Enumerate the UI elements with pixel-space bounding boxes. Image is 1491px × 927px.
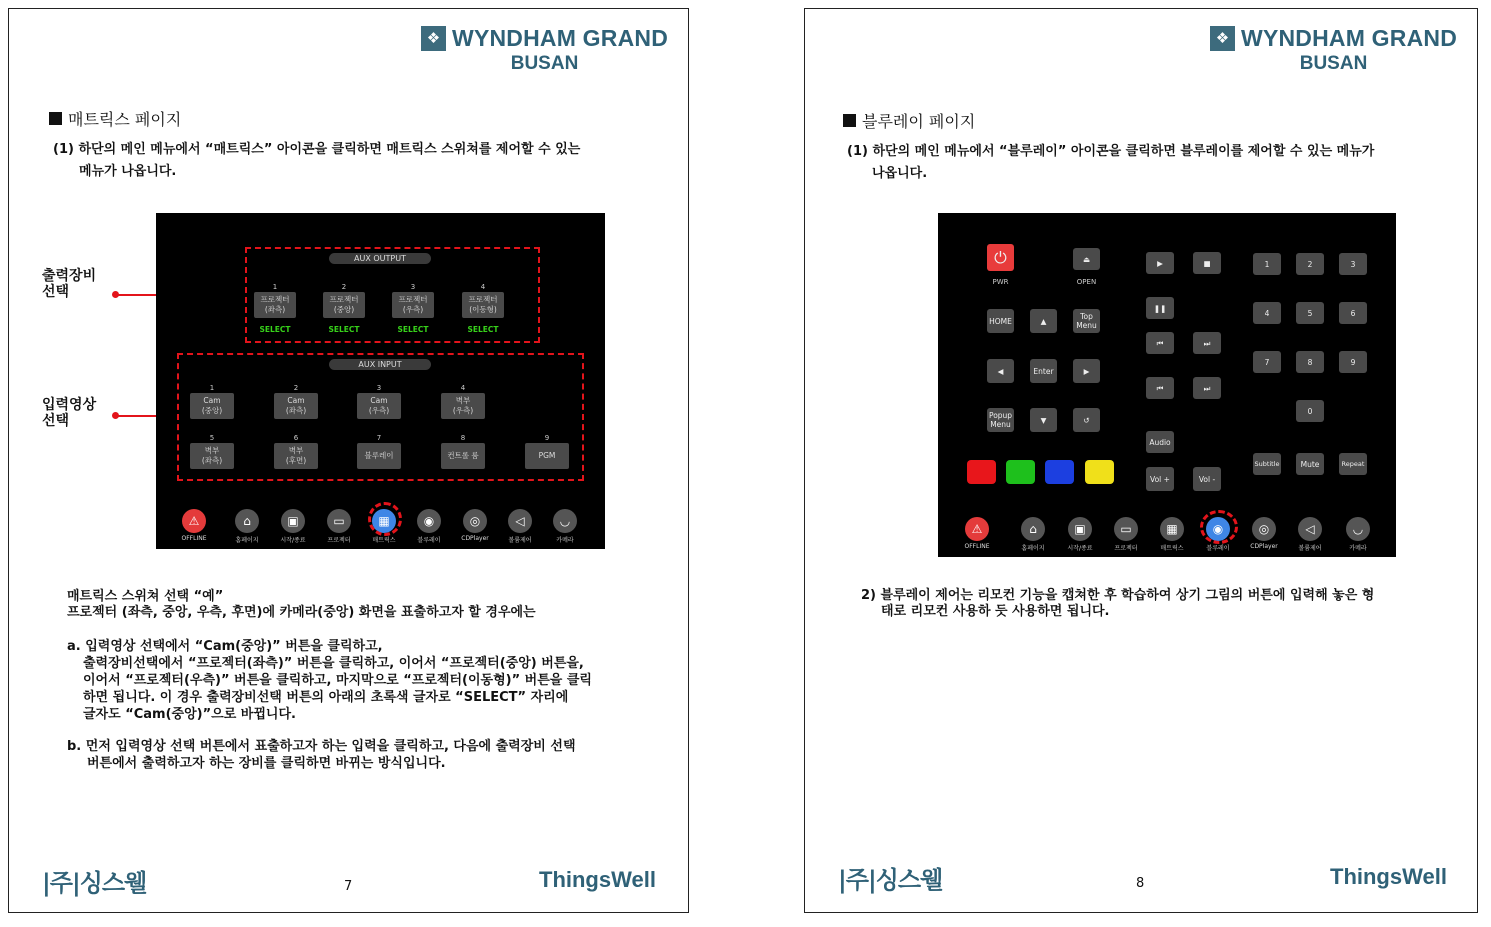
digit-8-button[interactable]: 8 (1296, 351, 1324, 373)
play-icon: ▶ (1157, 258, 1163, 268)
output-status: SELECT (397, 325, 429, 334)
step-a-line: 출력장비선택에서 “프로젝터(좌측)” 버튼을 클릭하고, 이어서 “프로젝터(중앙) 버튼을, (83, 656, 584, 671)
nav-projector[interactable]: ▭ 프로젝터 (1108, 517, 1144, 552)
nav-volume[interactable]: ◁ 볼륨제어 (502, 509, 538, 544)
enter-button[interactable]: Enter (1030, 359, 1057, 383)
input-num: 6 (293, 434, 299, 442)
bluray-icon: ◉ (417, 509, 441, 533)
section-heading (843, 109, 975, 132)
clapper-icon: ▣ (281, 509, 305, 533)
footer-brand: ThingsWell (539, 867, 656, 892)
open-caption: OPEN (1076, 278, 1097, 286)
nav-projector[interactable]: ▭ 프로젝터 (321, 509, 357, 544)
brand-header (421, 25, 668, 75)
stop-button[interactable] (1193, 252, 1221, 274)
pwr-caption: PWR (992, 278, 1009, 286)
nav-offline[interactable]: ⚠ OFFLINE (176, 509, 212, 542)
digit-4-button[interactable]: 4 (1253, 302, 1281, 324)
nav-camera[interactable]: ◡ 카메라 (547, 509, 583, 544)
input-num: 9 (544, 434, 550, 442)
input-num: 3 (376, 384, 382, 392)
step-a-line: 하면 됩니다. 이 경우 출력장비선택 버튼의 아래의 초록색 글자로 “SELECT” 자리에 (83, 690, 569, 705)
digit-6-button[interactable]: 6 (1339, 302, 1367, 324)
step-a-line: a. 입력영상 선택에서 “Cam(중앙)” 버튼을 클릭하고, (67, 639, 383, 654)
matrix-highlight-ring (368, 502, 402, 536)
input-button-5[interactable]: 벽부 (좌측) (190, 443, 234, 469)
matrix-screen (156, 213, 605, 549)
skip-back-icon: ⏮ (1156, 338, 1164, 348)
footer-brand: ThingsWell (1330, 864, 1447, 889)
digit-0-button[interactable]: 0 (1296, 400, 1324, 422)
repeat-button[interactable]: Repeat (1339, 453, 1367, 475)
output-button-1[interactable]: 프로젝터 (좌측) (254, 292, 296, 318)
footer-company: |주|싱스웰 (838, 866, 943, 894)
brand-sub: BUSAN (1299, 53, 1368, 74)
camera-icon: ◡ (553, 509, 577, 533)
nav-matrix[interactable]: ▦ 매트릭스 (1154, 517, 1190, 552)
cd-icon: ◎ (463, 509, 487, 533)
bluray-highlight-ring (1200, 510, 1238, 544)
eject-icon: ⏏ (1082, 254, 1091, 264)
green-key-button[interactable] (1006, 460, 1035, 484)
input-button-4[interactable]: 벽부 (우측) (441, 393, 485, 419)
input-num: 2 (293, 384, 299, 392)
popup-menu-button[interactable]: Popup Menu (987, 408, 1014, 432)
digit-7-button[interactable]: 7 (1253, 351, 1281, 373)
nav-cdplayer[interactable]: ◎ CDPlayer (1246, 517, 1282, 550)
brand-name: WYNDHAM GRAND (452, 25, 668, 51)
bullet-square-icon (843, 114, 856, 127)
digit-5-button[interactable]: 5 (1296, 302, 1324, 324)
output-select-label: 출력장비 선택 (42, 268, 97, 300)
bluray-screen (938, 213, 1396, 557)
up-button[interactable] (1030, 309, 1057, 333)
projector-icon: ▭ (327, 509, 351, 533)
down-button[interactable] (1030, 408, 1057, 432)
nav-home[interactable]: ⌂ 홈페이지 (1015, 517, 1051, 552)
input-num: 4 (460, 384, 466, 392)
speaker-icon: ◁ (1298, 517, 1322, 541)
step-a-line: 이어서 “프로젝터(우측)” 버튼을 클릭하고, 마지막으로 “프로젝터(이동형)” 버튼을 클릭 (83, 673, 592, 688)
input-num: 7 (376, 434, 382, 442)
input-button-9[interactable]: PGM (525, 443, 569, 469)
aux-input-title: AUX INPUT (329, 359, 431, 370)
return-icon: ↺ (1083, 415, 1090, 425)
page-number: 8 (1136, 876, 1145, 891)
nav-bluray[interactable]: ◉ 블루레이 (1200, 517, 1236, 552)
nav-camera[interactable]: ◡ 카메라 (1340, 517, 1376, 552)
forward-button[interactable] (1193, 377, 1221, 399)
output-num: 4 (480, 283, 486, 291)
arrow-up-icon: ▲ (1040, 316, 1047, 326)
step-b-line: b. 먼저 입력영상 선택 버튼에서 표출하고자 하는 입력을 클릭하고, 다음에 출력장비 선택 (67, 739, 576, 754)
vol-plus-button[interactable]: Vol + (1146, 467, 1174, 491)
brand-name: WYNDHAM GRAND (1241, 25, 1457, 51)
rewind-button[interactable] (1146, 377, 1174, 399)
offline-icon: ⚠ (965, 517, 989, 541)
home-button[interactable]: HOME (987, 309, 1014, 333)
aux-output-title: AUX OUTPUT (329, 253, 431, 264)
pause-icon: ❚❚ (1153, 303, 1167, 313)
play-button[interactable] (1146, 252, 1174, 274)
nav-bluray[interactable]: ◉ 블루레이 (411, 509, 447, 544)
output-button-2[interactable]: 프로젝터 (중앙) (323, 292, 365, 318)
step-b-line: 버튼에서 출력하고자 하는 장비를 클릭하면 바뀌는 방식입니다. (87, 756, 446, 771)
note-line-1: 2) 블루레이 제어는 리모컨 기능을 캡쳐한 후 학습하여 상기 그림의 버튼에 입력해 놓은 형 (861, 588, 1375, 603)
input-button-8[interactable]: 컨트롤 룸 (441, 443, 485, 469)
power-icon: ⏻ (994, 248, 1007, 267)
output-num: 3 (410, 283, 416, 291)
page-8 (804, 8, 1478, 913)
output-button-3[interactable]: 프로젝터 (우측) (392, 292, 434, 318)
page-7 (8, 8, 689, 913)
projector-icon: ▭ (1114, 517, 1138, 541)
nav-volume[interactable]: ◁ 볼륨제어 (1292, 517, 1328, 552)
right-button[interactable] (1073, 359, 1100, 383)
intro-line-2: 나옵니다. (872, 166, 928, 181)
pause-button[interactable] (1146, 297, 1174, 319)
input-button-7[interactable]: 블루레이 (357, 443, 401, 469)
top-menu-button[interactable]: Top Menu (1073, 309, 1100, 333)
nav-offline[interactable]: ⚠ OFFLINE (959, 517, 995, 550)
input-num: 1 (209, 384, 215, 392)
input-select-label: 입력영상 선택 (42, 397, 97, 429)
input-button-3[interactable]: Cam (우측) (357, 393, 401, 419)
yellow-key-button[interactable] (1085, 460, 1114, 484)
cd-icon: ◎ (1252, 517, 1276, 541)
input-button-1[interactable]: Cam (중앙) (190, 393, 234, 419)
audio-button[interactable]: Audio (1146, 431, 1174, 453)
offline-icon: ⚠ (182, 509, 206, 533)
open-button[interactable] (1073, 248, 1100, 270)
output-button-4[interactable]: 프로젝터 (이동형) (462, 292, 504, 318)
input-num: 8 (460, 434, 466, 442)
input-button-2[interactable]: Cam (좌측) (274, 393, 318, 419)
digit-3-button[interactable]: 3 (1339, 253, 1367, 275)
arrow-down-icon: ▼ (1040, 415, 1047, 425)
nav-start-stop[interactable]: ▣ 시작/종료 (275, 509, 311, 544)
matrix-icon: ▦ (372, 509, 396, 533)
home-icon: ⌂ (1021, 517, 1045, 541)
footer-company: |주|싱스웰 (42, 869, 147, 897)
next-button[interactable] (1193, 332, 1221, 354)
example-desc: 프로젝터 (좌측, 중앙, 우측, 후면)에 카메라(중앙) 화면을 표출하고자 할 경우에는 (67, 605, 536, 620)
clapper-icon: ▣ (1068, 517, 1092, 541)
nav-matrix[interactable]: ▦ 매트릭스 (366, 509, 402, 544)
section-heading (49, 107, 181, 130)
nav-start-stop[interactable]: ▣ 시작/종료 (1062, 517, 1098, 552)
power-button[interactable] (987, 244, 1014, 271)
intro-line-2: 메뉴가 나옵니다. (79, 164, 177, 179)
output-status: SELECT (259, 325, 291, 334)
skip-forward-icon: ⏭ (1203, 338, 1211, 348)
brand-header (1210, 25, 1457, 75)
intro-line-1: (1) 하단의 메인 메뉴에서 “블루레이” 아이콘을 클릭하면 블루레이를 제어할 수 있는 메뉴가 (847, 144, 1375, 159)
intro-line-1: (1) 하단의 메인 메뉴에서 “매트릭스” 아이콘을 클릭하면 매트릭스 스위쳐를 제어할 수 있는 (53, 142, 581, 157)
red-key-button[interactable] (967, 460, 996, 484)
example-title: 매트릭스 스위쳐 선택 “예” (67, 589, 224, 604)
bullet-square-icon (49, 112, 62, 125)
rewind-icon: ⏮ (1156, 383, 1164, 393)
fast-forward-icon: ⏭ (1203, 383, 1211, 393)
home-icon: ⌂ (235, 509, 259, 533)
digit-2-button[interactable]: 2 (1296, 253, 1324, 275)
output-num: 2 (341, 283, 347, 291)
wyndham-logo-icon: ❖ (1210, 26, 1235, 51)
output-status: SELECT (328, 325, 360, 334)
return-button[interactable] (1073, 408, 1100, 432)
brand-sub: BUSAN (510, 53, 579, 74)
page-number: 7 (344, 879, 353, 894)
note-line-2: 태로 리모컨 사용하 듯 사용하면 됩니다. (881, 604, 1110, 619)
subtitle-button[interactable]: Subtitle (1253, 453, 1281, 475)
nav-home[interactable]: ⌂ 홈페이지 (229, 509, 265, 544)
bluray-icon: ◉ (1206, 517, 1230, 541)
output-num: 1 (272, 283, 278, 291)
input-button-6[interactable]: 벽부 (후면) (274, 443, 318, 469)
input-num: 5 (209, 434, 215, 442)
step-a-line: 글자도 “Cam(중앙)”으로 바뀝니다. (83, 707, 296, 722)
output-status: SELECT (467, 325, 499, 334)
matrix-icon: ▦ (1160, 517, 1184, 541)
vol-minus-button[interactable]: Vol - (1193, 467, 1221, 491)
nav-cdplayer[interactable]: ◎ CDPlayer (457, 509, 493, 542)
heading-text: 매트릭스 페이지 (68, 110, 182, 129)
mute-button[interactable]: Mute (1296, 453, 1324, 475)
arrow-right-icon: ▶ (1083, 366, 1090, 376)
heading-text: 블루레이 페이지 (862, 112, 976, 131)
digit-9-button[interactable]: 9 (1339, 351, 1367, 373)
digit-1-button[interactable]: 1 (1253, 253, 1281, 275)
stop-icon: ■ (1203, 258, 1211, 268)
left-button[interactable] (987, 359, 1014, 383)
wyndham-logo-icon: ❖ (421, 26, 446, 51)
camera-icon: ◡ (1346, 517, 1370, 541)
blue-key-button[interactable] (1045, 460, 1074, 484)
arrow-left-icon: ◀ (997, 366, 1004, 376)
speaker-icon: ◁ (508, 509, 532, 533)
prev-button[interactable] (1146, 332, 1174, 354)
